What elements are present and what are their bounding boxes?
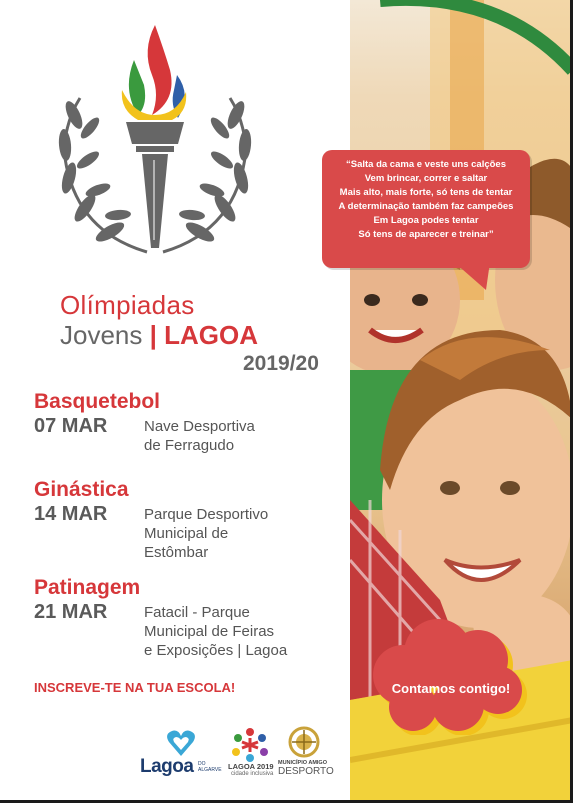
event-venue: Parque Desportivo Municipal de Estômbar bbox=[144, 506, 269, 561]
event-sport: Patinagem bbox=[34, 576, 141, 599]
event-basquetebol bbox=[34, 390, 255, 454]
municipio-sub: DESPORTO bbox=[278, 766, 334, 777]
olympic-torch-icon bbox=[122, 25, 186, 248]
title-lagoa: LAGOA bbox=[164, 320, 259, 350]
bubble-line: Vem brincar, correr e saltar bbox=[364, 173, 488, 184]
bubble-line: Mais alto, mais forte, só tens de tentar bbox=[339, 187, 513, 198]
olympic-torch-logo bbox=[52, 20, 258, 268]
municipio-amigo-desporto-icon bbox=[288, 726, 320, 758]
title-separator: | bbox=[149, 320, 157, 350]
event-date: 07 MAR bbox=[34, 415, 108, 437]
lagoa-2019-logo bbox=[226, 726, 276, 782]
event-sport: Ginástica bbox=[34, 478, 129, 501]
bubble-line: Só tens de aparecer e treinar” bbox=[358, 229, 494, 240]
lagoa-heart-icon bbox=[166, 728, 196, 758]
speech-bubble bbox=[322, 150, 530, 268]
lagoa-2019-title: LAGOA 2019 bbox=[228, 762, 274, 771]
title-jovens-lagoa bbox=[60, 320, 320, 350]
cloud-shape bbox=[368, 615, 528, 735]
speech-bubble-tail bbox=[452, 262, 492, 292]
event-patinagem bbox=[34, 576, 288, 659]
event-sport: Basquetebol bbox=[34, 390, 161, 413]
lagoa-2019-sub: cidade inclusiva bbox=[231, 771, 274, 777]
bubble-line: A determinação também faz campeões bbox=[338, 201, 514, 212]
register-call-to-action: INSCREVE-TE NA TUA ESCOLA! bbox=[34, 680, 236, 695]
lagoa-logo-sub: DO ALGARVE bbox=[198, 761, 222, 773]
municipio-amigo-desporto-logo bbox=[278, 726, 334, 782]
cloud-text: Contamos contigo! bbox=[391, 681, 511, 696]
event-ginastica bbox=[34, 478, 269, 561]
event-venue: Fatacil - Parque Municipal de Feiras e Exposições | Lagoa bbox=[144, 604, 288, 659]
municipio-title: MUNICÍPIO AMIGO bbox=[278, 760, 327, 766]
event-title bbox=[60, 290, 320, 375]
lagoa-algarve-logo bbox=[140, 728, 224, 780]
event-date: 14 MAR bbox=[34, 503, 108, 525]
title-year: 2019/20 bbox=[243, 352, 319, 375]
lagoa-logo-word: Lagoa bbox=[140, 756, 194, 777]
title-olimpiadas: Olímpiadas bbox=[60, 290, 195, 320]
event-date: 21 MAR bbox=[34, 601, 108, 623]
event-venue: Nave Desportiva de Ferragudo bbox=[144, 418, 255, 454]
bubble-line: “Salta da cama e veste uns calções bbox=[345, 159, 506, 170]
bubble-line: Em Lagoa podes tentar bbox=[373, 215, 479, 226]
title-jovens: Jovens bbox=[60, 320, 143, 350]
lagoa-2019-people-icon bbox=[230, 726, 270, 762]
